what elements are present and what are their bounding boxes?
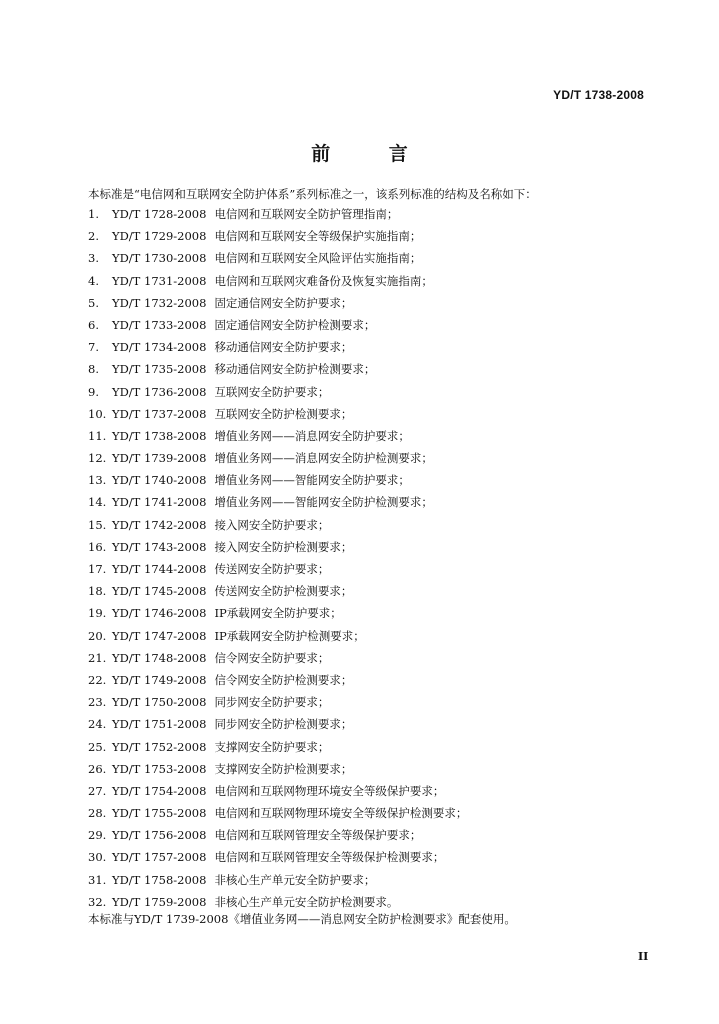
list-item [88, 517, 648, 539]
item-standard-code: YD/T 1733-2008 [112, 317, 207, 332]
item-number: 5. [88, 295, 99, 310]
item-title: 信令网安全防护要求； [214, 650, 330, 665]
item-number: 25. [88, 739, 107, 754]
item-number: 31. [88, 872, 107, 887]
item-standard-code: YD/T 1753-2008 [112, 761, 207, 776]
item-number: 20. [88, 628, 107, 643]
item-standard-code: YD/T 1754-2008 [112, 783, 207, 798]
page-number: II [638, 950, 649, 963]
item-standard-code: YD/T 1759-2008 [112, 894, 207, 909]
list-item [88, 339, 648, 361]
item-number: 12. [88, 451, 107, 466]
page-title: 前 言 [311, 143, 434, 165]
list-item [88, 583, 648, 605]
item-title: 电信网和互联网物理环境安全等级保护检测要求； [214, 806, 468, 821]
item-standard-code: YD/T 1751-2008 [112, 717, 207, 732]
item-standard-code: YD/T 1737-2008 [112, 406, 207, 421]
item-standard-code: YD/T 1748-2008 [112, 650, 207, 665]
item-number: 32. [88, 894, 107, 909]
item-title: 支撑网安全防护检测要求； [214, 761, 353, 776]
item-title: 接入网安全防护检测要求； [214, 539, 353, 554]
list-item [88, 650, 648, 672]
item-number: 7. [88, 340, 99, 355]
item-title: IP承载网安全防护检测要求； [214, 628, 365, 643]
item-title: 互联网安全防护检测要求； [214, 406, 353, 421]
item-title: 传送网安全防护要求； [214, 562, 330, 576]
list-item [88, 406, 648, 428]
item-number: 3. [88, 251, 99, 266]
item-title: 非核心生产单元安全防护要求； [214, 872, 376, 887]
item-number: 26. [88, 761, 107, 776]
item-number: 2. [88, 229, 99, 244]
item-title: 支撑网安全防护要求； [214, 739, 330, 754]
item-standard-code: YD/T 1731-2008 [112, 273, 207, 288]
item-number: 15. [88, 517, 107, 532]
item-title: 电信网和互联网管理安全等级保护要求； [214, 828, 422, 843]
list-item [88, 739, 648, 761]
item-standard-code: YD/T 1730-2008 [112, 251, 207, 266]
list-item [88, 450, 648, 472]
item-number: 23. [88, 695, 107, 710]
list-item [88, 628, 648, 650]
item-standard-code: YD/T 1758-2008 [112, 872, 207, 887]
item-number: 16. [88, 539, 107, 554]
item-number: 22. [88, 672, 107, 687]
list-item [88, 228, 648, 250]
list-item [88, 384, 648, 406]
item-standard-code: YD/T 1756-2008 [112, 828, 207, 843]
list-item [88, 605, 648, 627]
item-standard-code: YD/T 1738-2008 [112, 428, 207, 443]
outro-paragraph: 本标准与YD/T 1739-2008《增值业务网——消息网安全防护检测要求》配套使用。 [88, 912, 516, 926]
item-number: 28. [88, 806, 107, 821]
item-standard-code: YD/T 1728-2008 [112, 207, 207, 221]
item-standard-code: YD/T 1735-2008 [112, 362, 207, 377]
item-standard-code: YD/T 1744-2008 [112, 562, 207, 576]
item-number: 9. [88, 384, 99, 399]
list-item [88, 694, 648, 716]
list-item [88, 827, 648, 849]
item-standard-code: YD/T 1740-2008 [112, 473, 207, 488]
item-standard-code: YD/T 1729-2008 [112, 229, 207, 244]
intro-paragraph: 本标准是“电信网和互联网安全防护体系”系列标准之一，该系列标准的结构及名称如下： [88, 187, 537, 201]
item-standard-code: YD/T 1734-2008 [112, 340, 207, 355]
list-item [88, 295, 648, 317]
item-number: 30. [88, 850, 107, 865]
standards-list [88, 206, 648, 916]
list-item [88, 206, 648, 228]
item-title: 互联网安全防护要求； [214, 384, 330, 399]
item-standard-code: YD/T 1745-2008 [112, 584, 207, 599]
item-title: 固定通信网安全防护检测要求； [214, 317, 376, 332]
item-standard-code: YD/T 1755-2008 [112, 806, 207, 821]
item-number: 1. [88, 207, 99, 221]
list-item [88, 561, 648, 583]
list-item [88, 472, 648, 494]
item-title: 固定通信网安全防护要求； [214, 295, 353, 310]
item-standard-code: YD/T 1757-2008 [112, 850, 207, 865]
list-item [88, 805, 648, 827]
item-title: 移动通信网安全防护检测要求； [214, 362, 376, 377]
item-standard-code: YD/T 1749-2008 [112, 672, 207, 687]
list-item [88, 761, 648, 783]
item-title: 同步网安全防护要求； [214, 695, 330, 710]
list-item [88, 428, 648, 450]
item-standard-code: YD/T 1747-2008 [112, 628, 207, 643]
item-title: 接入网安全防护要求； [214, 517, 330, 532]
item-title: 同步网安全防护检测要求； [214, 717, 353, 732]
item-standard-code: YD/T 1746-2008 [112, 606, 207, 621]
item-number: 8. [88, 362, 99, 377]
item-title: 信令网安全防护检测要求； [214, 672, 353, 687]
standard-code: YD/T 1738-2008 [553, 88, 644, 102]
item-standard-code: YD/T 1750-2008 [112, 695, 207, 710]
item-number: 10. [88, 406, 107, 421]
item-number: 11. [88, 428, 107, 443]
item-standard-code: YD/T 1742-2008 [112, 517, 207, 532]
item-title: 非核心生产单元安全防护检测要求。 [214, 894, 399, 909]
item-title: 增值业务网——消息网安全防护检测要求； [214, 451, 433, 466]
item-number: 14. [88, 495, 107, 510]
list-item [88, 849, 648, 871]
list-item [88, 361, 648, 383]
item-title: IP承载网安全防护要求； [214, 606, 342, 621]
item-title: 增值业务网——智能网安全防护检测要求； [214, 495, 433, 510]
list-item [88, 716, 648, 738]
item-number: 17. [88, 562, 107, 576]
item-number: 24. [88, 717, 107, 732]
item-standard-code: YD/T 1741-2008 [112, 495, 207, 510]
item-title: 电信网和互联网安全风险评估实施指南； [214, 251, 422, 266]
item-number: 6. [88, 317, 99, 332]
list-item [88, 872, 648, 894]
item-title: 传送网安全防护检测要求； [214, 584, 353, 599]
item-number: 29. [88, 828, 107, 843]
item-title: 增值业务网——消息网安全防护要求； [214, 428, 410, 443]
item-standard-code: YD/T 1739-2008 [112, 451, 207, 466]
item-standard-code: YD/T 1732-2008 [112, 295, 207, 310]
item-number: 27. [88, 783, 107, 798]
list-item [88, 783, 648, 805]
item-title: 增值业务网——智能网安全防护要求； [214, 473, 410, 488]
item-standard-code: YD/T 1752-2008 [112, 739, 207, 754]
list-item [88, 494, 648, 516]
item-title: 电信网和互联网物理环境安全等级保护要求； [214, 783, 445, 798]
item-title: 移动通信网安全防护要求； [214, 340, 353, 355]
item-number: 4. [88, 273, 99, 288]
item-standard-code: YD/T 1736-2008 [112, 384, 207, 399]
item-number: 19. [88, 606, 107, 621]
list-item [88, 539, 648, 561]
item-number: 13. [88, 473, 107, 488]
item-number: 21. [88, 650, 107, 665]
list-item [88, 250, 648, 272]
item-title: 电信网和互联网安全防护管理指南； [214, 207, 399, 221]
item-title: 电信网和互联网管理安全等级保护检测要求； [214, 850, 445, 865]
list-item [88, 672, 648, 694]
list-item [88, 317, 648, 339]
item-title: 电信网和互联网安全等级保护实施指南； [214, 229, 422, 244]
list-item [88, 273, 648, 295]
item-standard-code: YD/T 1743-2008 [112, 539, 207, 554]
item-number: 18. [88, 584, 107, 599]
item-title: 电信网和互联网灾难备份及恢复实施指南； [214, 273, 433, 288]
